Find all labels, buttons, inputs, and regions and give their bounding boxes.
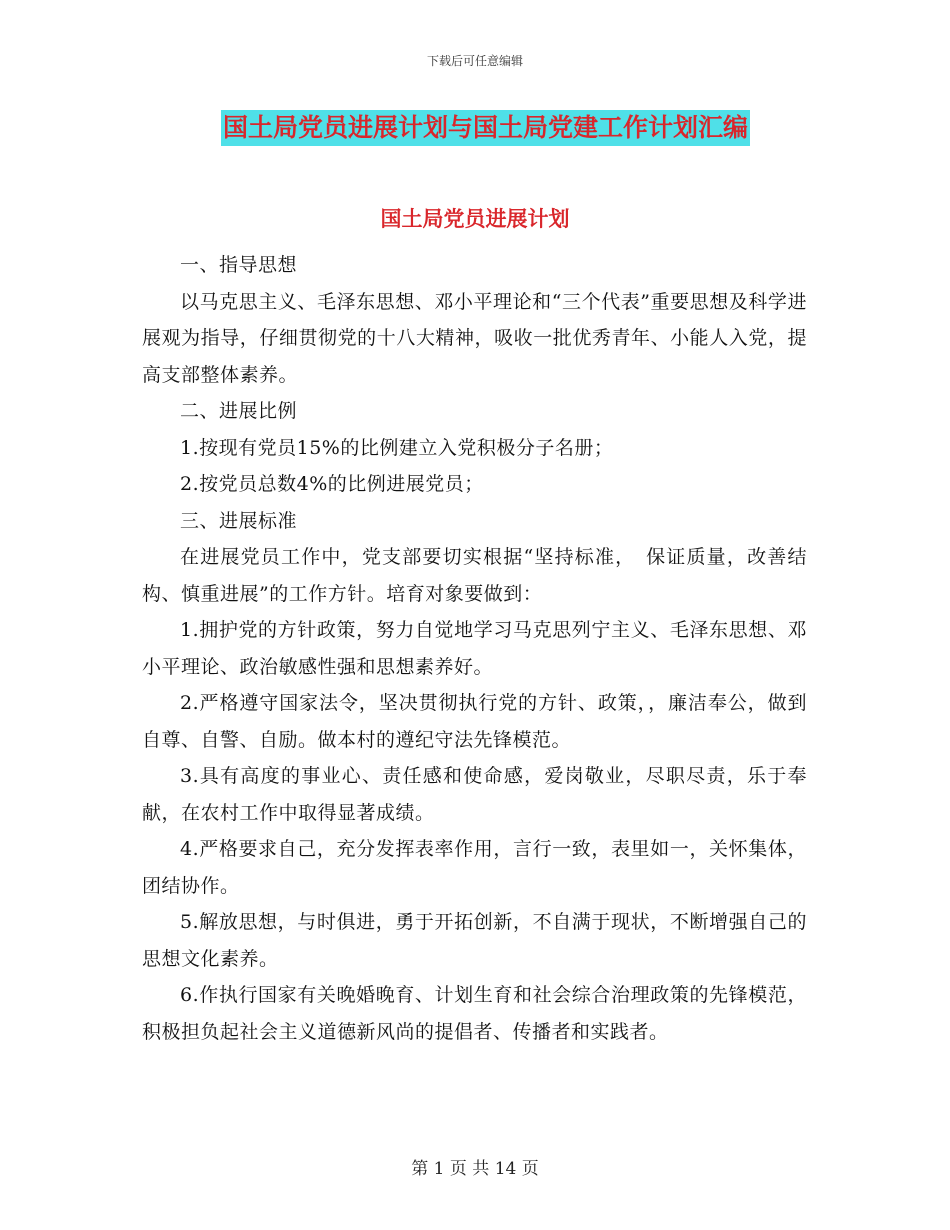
heading-guiding-ideology: 一、指导思想 (180, 254, 298, 276)
standard-item-3: 3.具有高度的事业心、责任感和使命感，爱岗敬业，尽职尽责，乐于奉献，在农村工作中取得显著成绩。 (142, 765, 807, 824)
paragraph-guiding-ideology: 以马克思主义、毛泽东思想、邓小平理论和“三个代表”重要思想及科学进展观为指导，仔细贯彻党的十八大精神，吸收一批优秀青年、小能人入党，提高支部整体素养。 (142, 290, 807, 386)
paragraph-standards-intro: 在进展党员工作中，党支部要切实根据“坚持标准， 保证质量，改善结构、慎重进展”的工作方针。培育对象要做到： (142, 546, 807, 605)
document-body (142, 247, 807, 1050)
section-title: 国土局党员进展计划 (380, 207, 570, 231)
standard-item-2: 2.严格遵守国家法令，坚决贯彻执行党的方针、政策，，廉洁奉公，做到自尊、自警、自励。做本村的遵纪守法先锋模范。 (142, 692, 807, 751)
standard-item-1: 1.拥护党的方针政策，努力自觉地学习马克思列宁主义、毛泽东思想、邓小平理论、政治敏感性强和思想素养好。 (142, 619, 807, 678)
header-note: 下载后可任意编辑 (426, 54, 523, 68)
standard-item-5: 5.解放思想，与时俱进，勇于开拓创新，不自满于现状，不断增强自己的思想文化素养。 (142, 911, 807, 970)
page-footer: 第 1 页 共 14 页 (411, 1159, 539, 1179)
document-title: 国土局党员进展计划与国土局党建工作计划汇编 (221, 110, 750, 146)
heading-development-standards: 三、进展标准 (180, 509, 298, 532)
standard-item-6: 6.作执行国家有关晚婚晚育、计划生育和社会综合治理政策的先锋模范，积极担负起社会主义道德新风尚的提倡者、传播者和实践者。 (142, 984, 807, 1043)
heading-development-ratio: 二、进展比例 (180, 400, 298, 422)
ratio-item-2: 2.按党员总数4%的比例进展党员； (180, 473, 484, 495)
ratio-item-1: 1.按现有党员15%的比例建立入党积极分子名册； (180, 436, 614, 459)
standard-item-4: 4.严格要求自己，充分发挥表率作用，言行一致，表里如一，关怀集体，团结协作。 (142, 838, 807, 897)
